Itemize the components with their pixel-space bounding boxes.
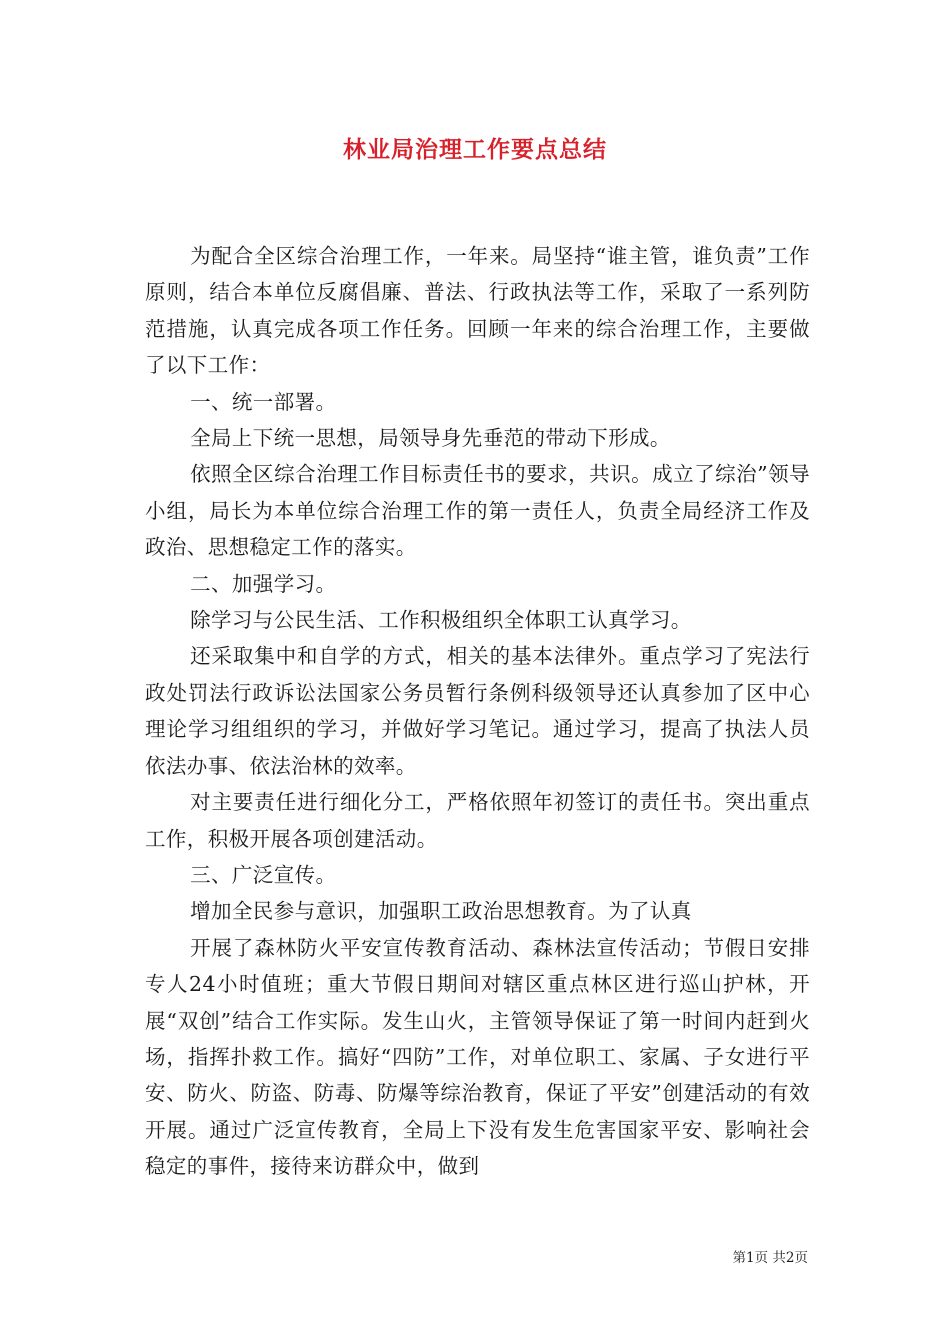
paragraph: 除学习与公民生活、工作积极组织全体职工认真学习。 xyxy=(190,608,692,633)
paragraph: 全局上下统一思想，局领导身先垂范的带动下形成。 xyxy=(190,426,671,451)
paragraph: 依照全区综合治理工作目标责任书的要求，共识。成立了综治”领导小组，局长为本单位综合治理工作的第一责任人，负责全局经济工作及政治、思想稳定工作的落实。 xyxy=(145,462,810,560)
paragraph: 开展了森林防火平安宣传教育活动、森林法宣传活动；节假日安排专人24小时值班；重大节假日期间对辖区重点林区进行巡山护林，开展“双创”结合工作实际。发生山火，主管领导保证了第一时间内赶到火场，指挥扑救工作。搞好“四防”工作，对单位职工、家属、子女进行平安、防火、防盗、防毒、防爆等综治教育，保证了平安”创建活动的有效开展。通过广泛宣传教育，全局上下没有发生危害国家平安、影响社会稳定的事件，接待来访群众中，做到 xyxy=(145,935,810,1179)
section-heading-3: 三、广泛宣传。 xyxy=(190,862,337,887)
page-number-footer: 第1页 共2页 xyxy=(732,1250,808,1266)
section-heading-1: 一、统一部署。 xyxy=(190,389,337,414)
paragraph: 对主要责任进行细化分工，严格依照年初签订的责任书。突出重点工作，积极开展各项创建活动。 xyxy=(145,790,810,851)
document-title: 林业局治理工作要点总结 xyxy=(343,136,607,163)
document-body xyxy=(145,238,810,1185)
paragraph-intro: 为配合全区综合治理工作，一年来。局坚持“谁主管，谁负责”工作原则，结合本单位反腐倡廉、普法、行政执法等工作，采取了一系列防范措施，认真完成各项工作任务。回顾一年来的综合治理工作，主要做了以下工作： xyxy=(145,244,810,378)
section-heading-2: 二、加强学习。 xyxy=(190,571,337,596)
paragraph: 还采取集中和自学的方式，相关的基本法律外。重点学习了宪法行政处罚法行政诉讼法国家公务员暂行条例科级领导还认真参加了区中心理论学习组组织的学习，并做好学习笔记。通过学习，提高了执法人员依法办事、依法治林的效率。 xyxy=(145,644,810,778)
paragraph: 增加全民参与意识，加强职工政治思想教育。为了认真 xyxy=(190,899,692,924)
